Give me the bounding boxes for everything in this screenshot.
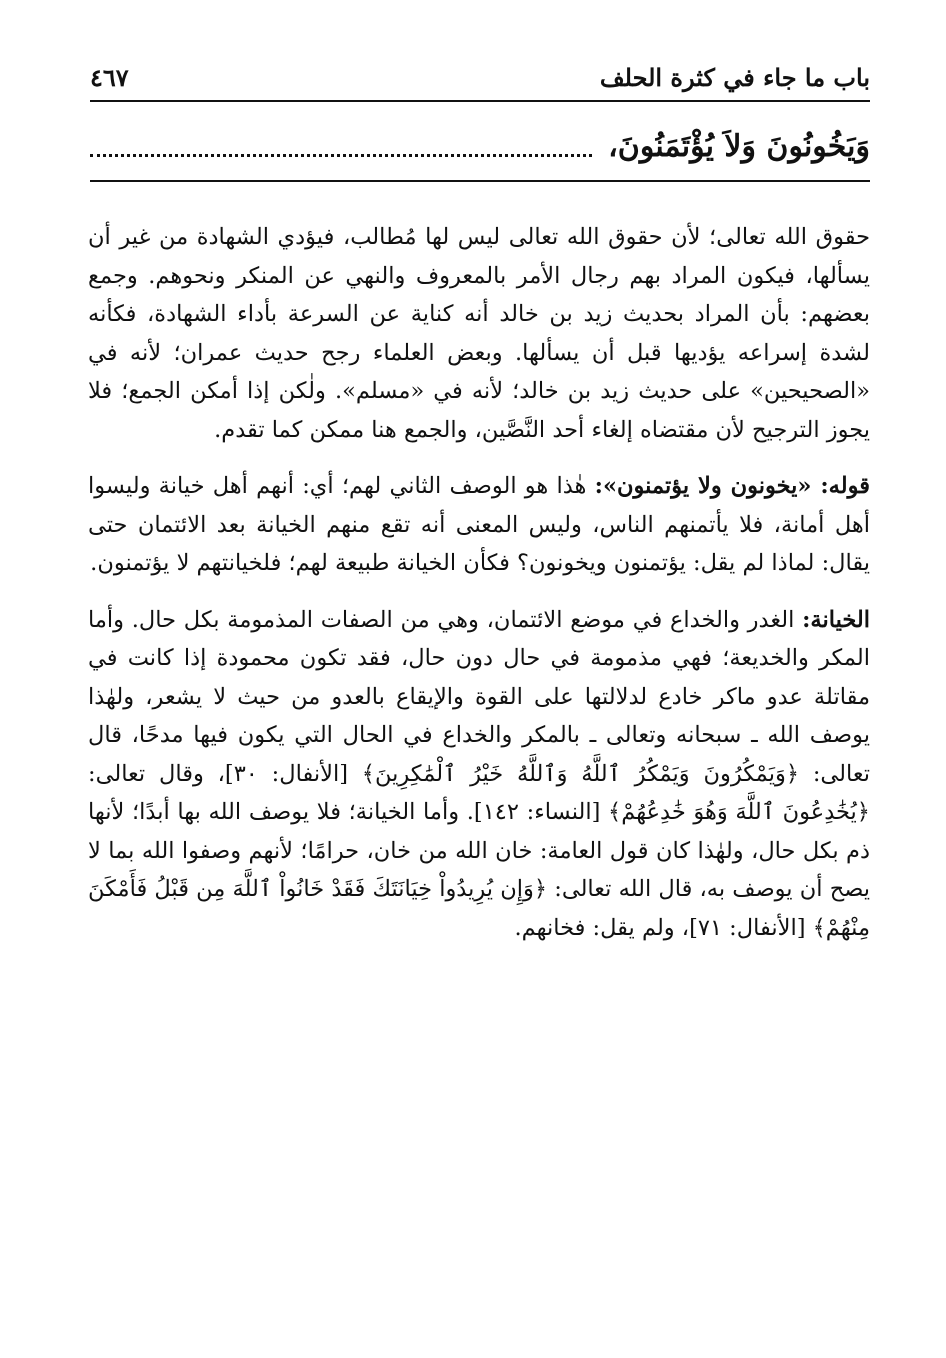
paragraph <box>88 467 870 583</box>
page-header <box>90 50 870 92</box>
paragraph <box>88 601 870 948</box>
hadith-text: وَيَخُونُونَ وَلاَ يُؤْتَمَنُونَ، <box>608 128 870 164</box>
paragraph-text: حقوق الله تعالى؛ لأن حقوق الله تعالى ليس لها مُطالب، فيؤدي الشهادة من غير أن يسألها، فيكون المراد بهم رجال الأمر بالمعروف والنهي عن المنكر ونحوهم. وجمع بعضهم: بأن المراد بحديث زيد بن خالد أنه كناية عن السرعة بأداء الشهادة، فكأنه لشدة إسراعه يؤديها قبل أن يسألها. وبعض العلماء رجح حديث عمران؛ لأنه في «الصحيحين» على حديث زيد بن خالد؛ لأنه في «مسلم». ولٰكن إذا أمكن الجمع؛ فلا يجوز الترجيح لأن مقتضاه إلغاء أحد النَّصَّين، والجمع هنا ممكن كما تقدم. <box>88 224 870 443</box>
paragraph <box>88 218 870 449</box>
paragraph-text: هٰذا هو الوصف الثاني لهم؛ أي: أنهم أهل خيانة وليسوا أهل أمانة، فلا يأتمنهم الناس، وليس المعنى أنه تقع منهم الخيانة بعد الائتمان حتى يقال: لماذا لم يقل: يؤتمنون ويخونون؟ فكأن الخيانة طبيعة لهم؛ فلخيانتهم لا يؤتمنون. <box>88 473 870 576</box>
body-text <box>88 218 870 947</box>
paragraph-lead: الخيانة: <box>802 606 870 633</box>
dotted-leader <box>90 136 592 157</box>
header-rule <box>90 100 870 102</box>
paragraph-text: الغدر والخداع في موضع الائتمان، وهي من الصفات المذمومة بكل حال. وأما المكر والخديعة؛ فهي مذمومة في حال دون حال، فقد تكون محمودة إذا كانت في مقاتلة عدو ماكر خادع لدلالتها على القوة والإيقاع بالعدو من حيث لا يشعر، ولهٰذا يوصف الله ـ سبحانه وتعالى ـ بالمكر والخداع في الحال التي يكون فيها مدحًا، قال تعالى: ﴿وَيَمْكُرُونَ وَيَمْكُرُ ٱللَّهُ وَٱللَّهُ خَيْرُ ٱلْمَٰكِرِينَ﴾ [الأنفال: ٣٠]، وقال تعالى: ﴿يُخَٰدِعُونَ ٱللَّهَ وَهُوَ خَٰدِعُهُمْ﴾ [النساء: ١٤٢]. وأما الخيانة؛ فلا يوصف الله بها أبدًا؛ لأنها ذم بكل حال، ولهٰذا كان قول العامة: خان الله من خان، حرامًا؛ لأنهم وصفوا الله بما لا يصح أن يوصف به، قال الله تعالى: ﴿وَإِن يُرِيدُواْ خِيَانَتَكَ فَقَدْ خَانُواْ ٱللَّهَ مِن قَبْلُ فَأَمْكَنَ مِنْهُمْ﴾ [الأنفال: ٧١]، ولم يقل: فخانهم. <box>88 606 870 941</box>
hadith-excerpt <box>90 118 870 174</box>
chapter-title: باب ما جاء في كثرة الحلف <box>599 63 870 92</box>
section-rule <box>90 180 870 182</box>
paragraph-lead: قوله: «يخونون ولا يؤتمنون»: <box>594 473 870 499</box>
page-number: ٤٦٧ <box>90 63 129 92</box>
